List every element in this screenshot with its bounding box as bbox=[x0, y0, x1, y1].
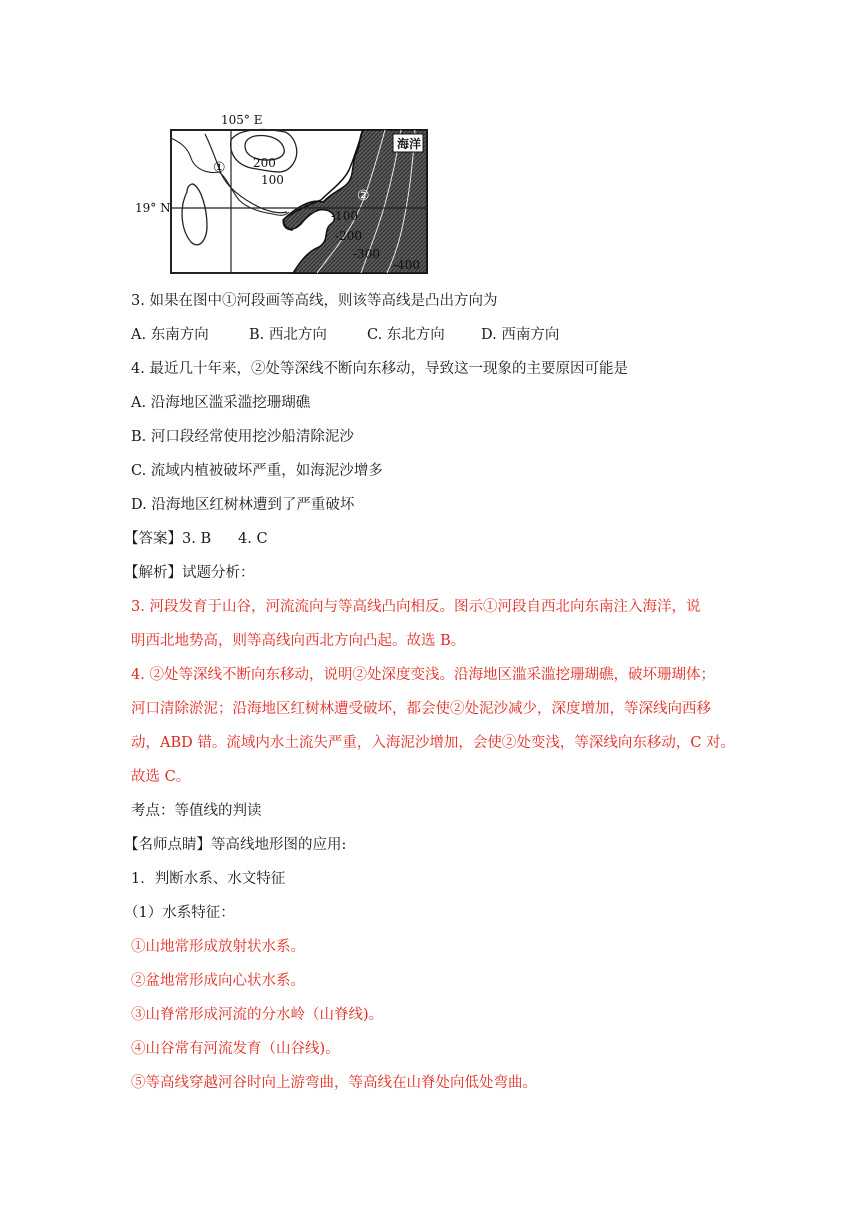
longitude-label: 105° E bbox=[221, 113, 263, 127]
marker-2: ② bbox=[357, 188, 370, 204]
analysis-4-line-2: 河口清除淤泥；沿海地区红树林遭受破坏，都会使②处泥沙减少，深度增加，等深线向西移 bbox=[131, 701, 711, 717]
sea-label: 海洋 bbox=[397, 137, 422, 151]
q4-option-d: D. 沿海地区红树林遭到了严重破坏 bbox=[131, 497, 355, 513]
q3-option-c: C. 东北方向 bbox=[367, 327, 445, 343]
q3-option-d: D. 西南方向 bbox=[481, 327, 560, 343]
contour-label-neg400: -400 bbox=[393, 258, 420, 272]
answer-3: 3. B bbox=[182, 531, 212, 547]
q3-option-b: B. 西北方向 bbox=[249, 327, 327, 343]
point-item-3: ③山脊常形成河流的分水岭（山脊线)。 bbox=[131, 1007, 384, 1023]
contour-map-figure bbox=[135, 112, 435, 277]
contour-label-neg300: -300 bbox=[353, 247, 380, 261]
contour-label-200: 200 bbox=[253, 156, 276, 170]
point-item-2: ②盆地常形成向心状水系。 bbox=[131, 973, 305, 989]
point-item-4: ④山谷常有河流发育（山谷线)。 bbox=[131, 1041, 340, 1057]
question-3-options bbox=[131, 325, 559, 345]
analysis-header bbox=[124, 563, 255, 583]
analysis-tag: 【解析】 bbox=[124, 565, 182, 581]
answer-line bbox=[124, 529, 268, 549]
kaodian: 考点：等值线的判读 bbox=[131, 803, 262, 819]
answer-4: 4. C bbox=[238, 531, 268, 547]
question-4-stem: 4. 最近几十年来，②处等深线不断向东移动，导致这一现象的主要原因可能是 bbox=[131, 361, 628, 377]
analysis-3-line-1: 3. 河段发育于山谷，河流流向与等高线凸向相反。图示①河段自西北向东南注入海洋，说 bbox=[131, 599, 701, 615]
contour-label-100: 100 bbox=[261, 173, 284, 187]
point-1: 1．判断水系、水文特征 bbox=[131, 871, 286, 887]
marker-1: ① bbox=[213, 160, 226, 176]
point-item-1: ①山地常形成放射状水系。 bbox=[131, 939, 305, 955]
answer-tag: 【答案】 bbox=[124, 531, 182, 547]
analysis-title: 试题分析： bbox=[182, 565, 255, 581]
latitude-label: 19° N bbox=[135, 201, 171, 215]
tip-header bbox=[124, 835, 346, 855]
analysis-4-line-1: 4. ②处等深线不断向东移动，说明②处深度变浅。沿海地区滥采滥挖珊瑚礁，破坏珊瑚体； bbox=[131, 667, 715, 683]
point-1-sub: （1）水系特征： bbox=[124, 905, 235, 921]
analysis-4-line-3: 动，ABD 错。流域内水土流失严重，入海泥沙增加，会使②处变浅，等深线向东移动，C 对。 bbox=[131, 735, 736, 751]
contour-label-neg200: -200 bbox=[335, 229, 362, 243]
analysis-3-line-2: 明西北地势高，则等高线向西北方向凸起。故选 B。 bbox=[131, 633, 466, 649]
question-3-stem: 3. 如果在图中①河段画等高线，则该等高线是凸出方向为 bbox=[131, 293, 498, 309]
contour-label-neg100: -100 bbox=[331, 209, 358, 223]
q4-option-b: B. 河口段经常使用挖沙船清除泥沙 bbox=[131, 429, 354, 445]
q4-option-c: C. 流域内植被破坏严重，如海泥沙增多 bbox=[131, 463, 383, 479]
analysis-4-line-4: 故选 C。 bbox=[131, 769, 191, 785]
q3-option-a: A. 东南方向 bbox=[131, 327, 209, 343]
tip-tag: 【名师点睛】 bbox=[124, 837, 211, 853]
point-item-5: ⑤等高线穿越河谷时向上游弯曲，等高线在山脊处向低处弯曲。 bbox=[131, 1075, 537, 1091]
tip-text: 等高线地形图的应用: bbox=[211, 837, 347, 853]
q4-option-a: A. 沿海地区滥采滥挖珊瑚礁 bbox=[131, 395, 311, 411]
